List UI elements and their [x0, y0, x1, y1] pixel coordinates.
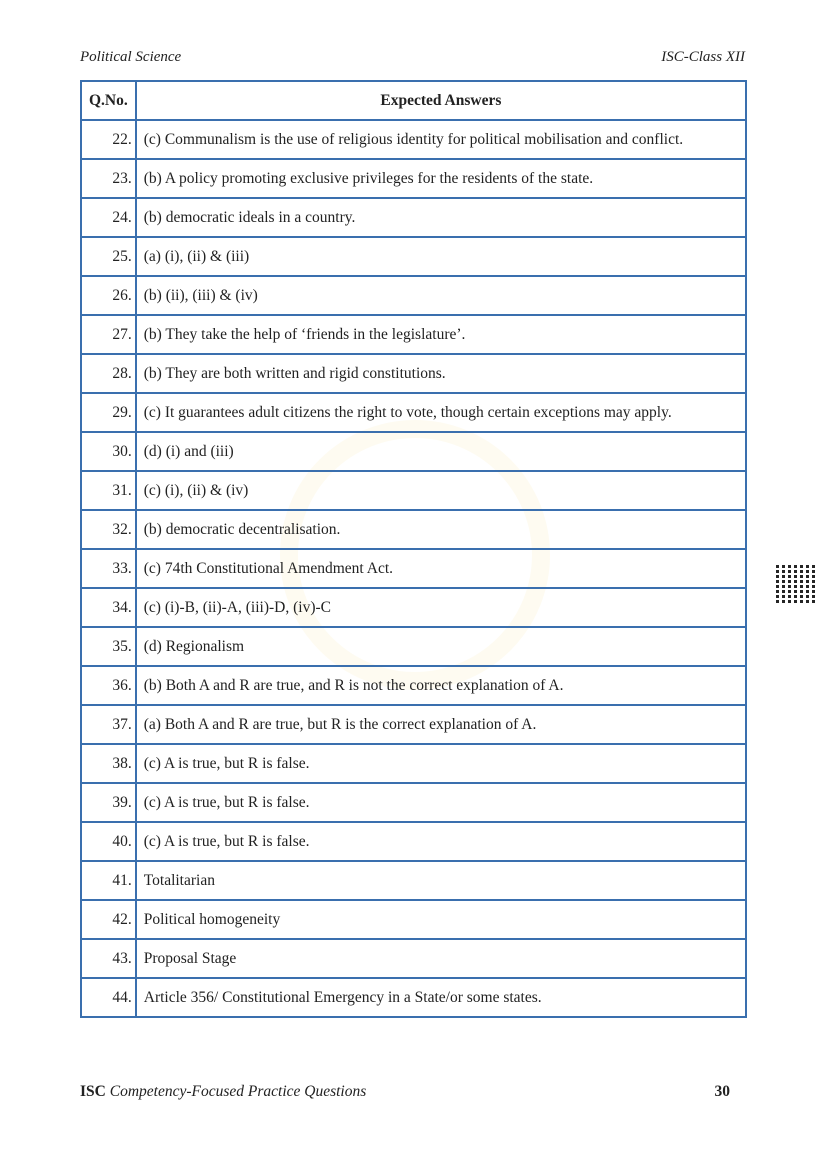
question-number: 23.: [81, 159, 136, 198]
expected-answer: (c) A is true, but R is false.: [136, 822, 746, 861]
table-row: [81, 978, 746, 1017]
expected-answer: Article 356/ Constitutional Emergency in a State/or some states.: [136, 978, 746, 1017]
expected-answer: (a) (i), (ii) & (iii): [136, 237, 746, 276]
table-row: [81, 744, 746, 783]
table-row: [81, 588, 746, 627]
question-number: 35.: [81, 627, 136, 666]
question-number: 39.: [81, 783, 136, 822]
expected-answer: (c) 74th Constitutional Amendment Act.: [136, 549, 746, 588]
table-row: [81, 627, 746, 666]
question-number: 43.: [81, 939, 136, 978]
expected-answer: (c) (i), (ii) & (iv): [136, 471, 746, 510]
table-row: [81, 666, 746, 705]
table-row: [81, 783, 746, 822]
qr-code[interactable]: [776, 565, 816, 605]
question-number: 33.: [81, 549, 136, 588]
expected-answer: (d) (i) and (iii): [136, 432, 746, 471]
table-row: [81, 432, 746, 471]
expected-answer: (c) Communalism is the use of religious identity for political mobilisation and conflict.: [136, 120, 746, 159]
expected-answer: (b) A policy promoting exclusive privileges for the residents of the state.: [136, 159, 746, 198]
expected-answer: (d) Regionalism: [136, 627, 746, 666]
table-row: [81, 939, 746, 978]
table-row: [81, 237, 746, 276]
table-row: [81, 471, 746, 510]
expected-answer: (c) A is true, but R is false.: [136, 783, 746, 822]
expected-answer: (b) (ii), (iii) & (iv): [136, 276, 746, 315]
header-answers: Expected Answers: [136, 81, 746, 120]
table-row: [81, 198, 746, 237]
expected-answer: (b) Both A and R are true, and R is not the correct explanation of A.: [136, 666, 746, 705]
question-number: 27.: [81, 315, 136, 354]
expected-answer: Proposal Stage: [136, 939, 746, 978]
table-row: [81, 315, 746, 354]
running-header-class: ISC-Class XII: [661, 49, 745, 65]
question-number: 28.: [81, 354, 136, 393]
question-number: 26.: [81, 276, 136, 315]
answers-table: [80, 80, 747, 1018]
table-row: [81, 393, 746, 432]
question-number: 22.: [81, 120, 136, 159]
question-number: 24.: [81, 198, 136, 237]
table-row: [81, 276, 746, 315]
question-number: 38.: [81, 744, 136, 783]
table-row: [81, 822, 746, 861]
question-number: 37.: [81, 705, 136, 744]
expected-answer: (b) They take the help of ‘friends in the legislature’.: [136, 315, 746, 354]
expected-answer: (c) (i)-B, (ii)-A, (iii)-D, (iv)-C: [136, 588, 746, 627]
table-row: [81, 861, 746, 900]
expected-answer: (c) A is true, but R is false.: [136, 744, 746, 783]
expected-answer: Totalitarian: [136, 861, 746, 900]
question-number: 41.: [81, 861, 136, 900]
table-row: [81, 120, 746, 159]
question-number: 40.: [81, 822, 136, 861]
expected-answer: (a) Both A and R are true, but R is the correct explanation of A.: [136, 705, 746, 744]
question-number: 36.: [81, 666, 136, 705]
question-number: 42.: [81, 900, 136, 939]
expected-answer: (b) democratic decentralisation.: [136, 510, 746, 549]
question-number: 34.: [81, 588, 136, 627]
question-number: 31.: [81, 471, 136, 510]
table-row: [81, 354, 746, 393]
running-header-subject: Political Science: [80, 49, 182, 65]
question-number: 25.: [81, 237, 136, 276]
question-number: 32.: [81, 510, 136, 549]
expected-answer: (c) It guarantees adult citizens the right to vote, though certain exceptions may apply.: [136, 393, 746, 432]
footer-title: [80, 1083, 366, 1101]
expected-answer: (b) democratic ideals in a country.: [136, 198, 746, 237]
footer-subtitle: Competency-Focused Practice Questions: [109, 1083, 367, 1100]
question-number: 44.: [81, 978, 136, 1017]
expected-answer: (b) They are both written and rigid constitutions.: [136, 354, 746, 393]
table-row: [81, 549, 746, 588]
table-row: [81, 705, 746, 744]
question-number: 29.: [81, 393, 136, 432]
page-number: 30: [714, 1083, 730, 1100]
question-number: 30.: [81, 432, 136, 471]
header-qno: Q.No.: [81, 81, 136, 120]
footer-brand: ISC: [80, 1083, 106, 1100]
table-row: [81, 159, 746, 198]
expected-answer: Political homogeneity: [136, 900, 746, 939]
table-row: [81, 510, 746, 549]
table-row: [81, 900, 746, 939]
